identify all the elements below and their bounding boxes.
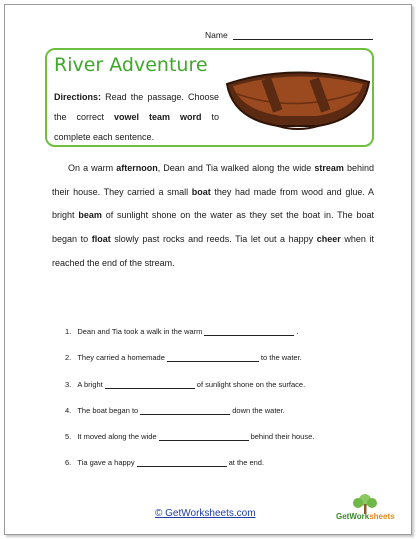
answer-blank[interactable]: [137, 458, 227, 467]
question-text-after: behind their house.: [250, 432, 315, 441]
worksheet-title: River Adventure: [54, 54, 208, 76]
question-item: [65, 353, 302, 362]
directions-text-1: Read the passage. Choose the correct: [54, 92, 219, 122]
question-number: 4.: [65, 406, 74, 415]
question-item: [65, 327, 299, 336]
answer-blank[interactable]: [204, 327, 294, 336]
question-number: 3.: [65, 380, 74, 389]
passage-text: of sunlight shone on the water as they set the boat in. The boat began to: [52, 210, 375, 245]
directions-text-2: to complete each sentence.: [54, 112, 219, 142]
question-text-after: down the water.: [232, 406, 285, 415]
directions-label: Directions:: [54, 92, 102, 102]
passage-text: when it reached the end of the stream.: [52, 234, 374, 268]
question-text: It moved along the wide: [77, 432, 157, 441]
answer-blank[interactable]: [105, 380, 195, 389]
vowel-team-word: cheer: [316, 234, 341, 245]
reading-passage: [52, 157, 374, 276]
question-item: [65, 458, 264, 467]
getworksheets-logo: [323, 492, 413, 532]
directions-text: [54, 87, 219, 147]
question-text-after: of sunlight shone on the surface.: [196, 380, 306, 389]
question-text: The boat began to: [77, 406, 139, 415]
vowel-team-word: float: [91, 234, 111, 245]
question-text-after: to the water.: [260, 353, 302, 362]
worksheet-page: [4, 4, 412, 535]
boat-illustration: [223, 64, 373, 134]
question-text: A bright: [77, 380, 103, 389]
logo-text: [336, 512, 395, 521]
logo-text-sheets: sheets: [369, 512, 395, 521]
question-text: They carried a homemade: [77, 353, 165, 362]
question-item: [65, 406, 285, 415]
footer-link[interactable]: © GetWorksheets.com: [155, 508, 256, 519]
answer-blank[interactable]: [140, 406, 230, 415]
vowel-team-word: boat: [191, 186, 211, 197]
vowel-team-word: afternoon: [116, 163, 158, 173]
question-number: 6.: [65, 458, 74, 467]
passage-text: they had made from wood and glue. A bright: [52, 186, 374, 221]
question-text: Tia gave a happy: [77, 458, 135, 467]
question-number: 2.: [65, 353, 74, 362]
vowel-team-word: stream: [314, 163, 344, 173]
question-number: 1.: [65, 327, 74, 336]
name-blank[interactable]: [233, 30, 373, 40]
passage-text: , Dean and Tia walked along the wide: [157, 163, 315, 173]
question-text-after: .: [296, 327, 299, 336]
directions-bold: vowel team word: [114, 112, 202, 122]
passage-text: On a warm: [68, 163, 117, 173]
answer-blank[interactable]: [159, 432, 249, 441]
vowel-team-word: beam: [78, 210, 102, 221]
answer-blank[interactable]: [167, 353, 259, 362]
question-text-after: at the end.: [228, 458, 265, 467]
question-text: Dean and Tia took a walk in the warm: [77, 327, 203, 336]
passage-text: behind their house. They carried a small: [52, 163, 375, 197]
question-item: [65, 380, 305, 389]
passage-text: slowly past rocks and reeds. Tia let out a happy: [110, 234, 317, 245]
question-number: 5.: [65, 432, 74, 441]
name-field-row: [205, 30, 373, 40]
logo-text-get: GetWork: [336, 512, 370, 521]
name-label: Name: [205, 30, 228, 40]
question-item: [65, 432, 314, 441]
